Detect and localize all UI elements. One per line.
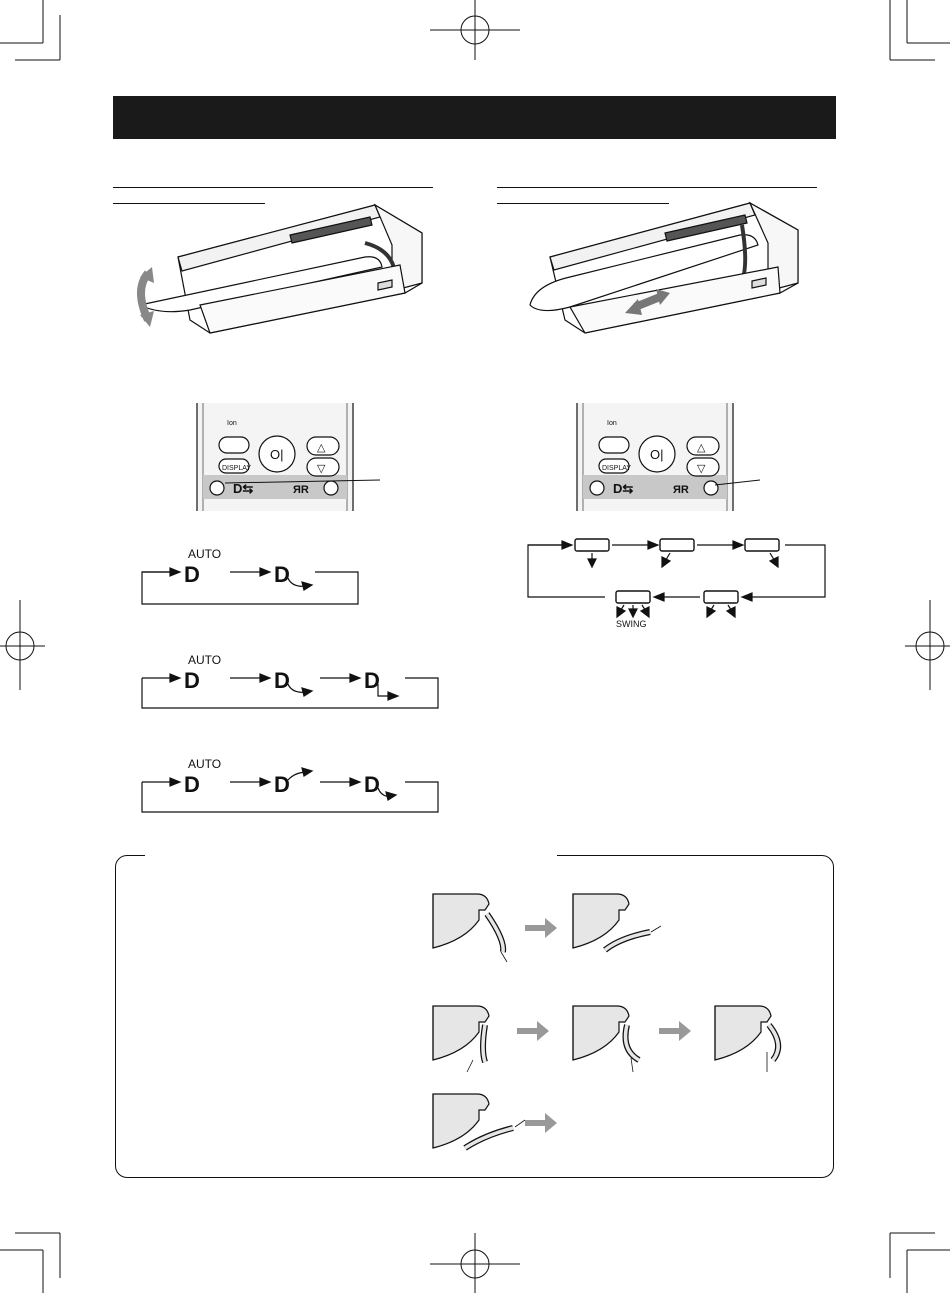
temp-down-icon: ▽ — [317, 463, 326, 475]
auto-label-1: AUTO — [188, 547, 222, 561]
louver-position-icon: D — [274, 562, 290, 587]
right-heading-rule — [497, 187, 817, 188]
louver-position-icon: D — [364, 668, 380, 693]
horizontal-swing-icon: ЯR — [293, 484, 309, 496]
power-icon: O| — [650, 447, 664, 462]
temp-down-icon: ▽ — [697, 463, 706, 475]
auto-label-2: AUTO — [188, 653, 222, 667]
louver-auto-icon: D — [184, 668, 200, 693]
remote-control-right — [575, 403, 770, 513]
panel-title-gap — [145, 852, 557, 858]
display-button-label: DISPLAY — [222, 465, 252, 472]
ion-label: Ion — [227, 420, 237, 427]
display-button-label: DISPLAY — [602, 465, 632, 472]
section-header-bar — [113, 96, 836, 139]
louver-auto-icon: D — [184, 772, 200, 797]
up-down-arrow-icon — [141, 273, 148, 320]
louver-position-icon: D — [274, 668, 290, 693]
horizontal-swing-icon: ЯR — [673, 484, 689, 496]
louver-position-icon: D — [364, 772, 380, 797]
vertical-swing-icon: D⇆ — [613, 481, 634, 496]
temp-up-icon: △ — [697, 442, 706, 454]
ac-unit-horizontal-illustration — [510, 195, 810, 340]
horizontal-swing-cycle — [520, 535, 835, 630]
ac-unit-vertical-illustration — [130, 195, 430, 340]
temp-up-icon: △ — [317, 442, 326, 454]
swing-label: SWING — [616, 619, 647, 629]
left-heading-rule — [113, 187, 433, 188]
louver-position-icon: D — [274, 772, 290, 797]
remote-control-left — [195, 403, 390, 513]
power-icon: O| — [270, 447, 284, 462]
auto-label-3: AUTO — [188, 757, 222, 771]
vertical-swing-icon: D⇆ — [233, 481, 254, 496]
vertical-louver-sequences — [130, 540, 450, 825]
louver-position-diagrams — [425, 890, 805, 1160]
ion-label: Ion — [607, 420, 617, 427]
louver-auto-icon: D — [184, 562, 200, 587]
